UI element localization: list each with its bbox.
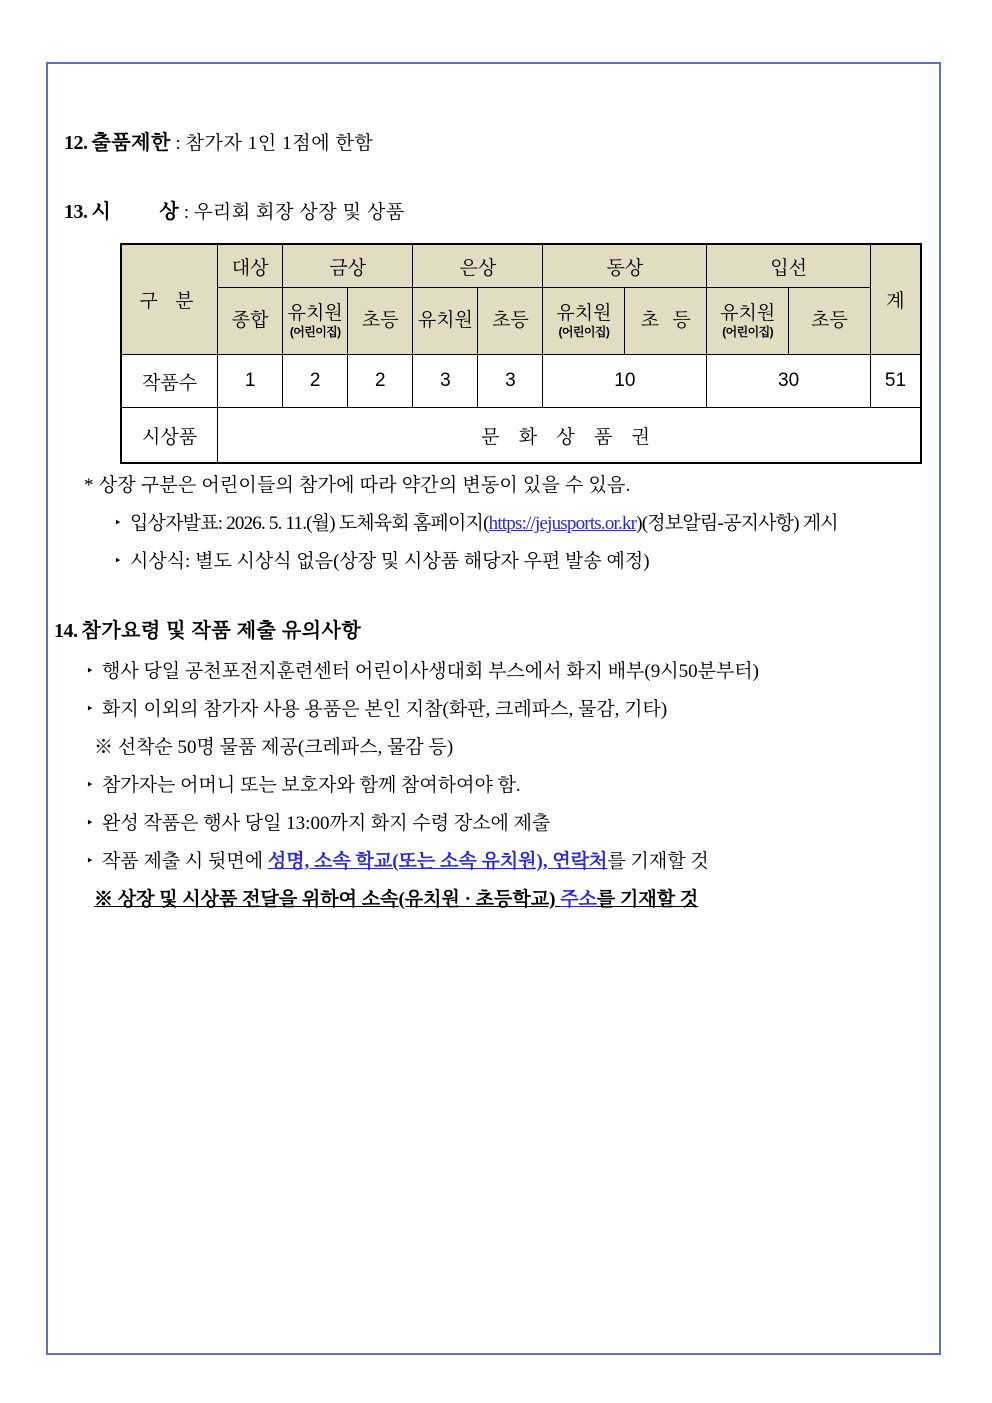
table-subheader-4-main: 초등 (492, 310, 529, 331)
bullet-marker-icon: ‣ (86, 853, 94, 868)
bullet-marker-icon: ‣ (86, 701, 94, 716)
section-14-number: 14. (54, 620, 78, 642)
table-cell-count-dongsang: 10 (543, 355, 707, 408)
table-subheader-8 (789, 288, 871, 355)
section-14-bullet-3 (86, 770, 521, 797)
award-table-container (120, 243, 922, 464)
table-row-count (121, 355, 921, 408)
table-header-group-ipseon: 입선 (707, 244, 871, 288)
bullet-marker-icon: ‣ (86, 815, 94, 830)
section-12-number: 12. (64, 132, 88, 154)
bullet-marker-icon: ‣ (114, 553, 122, 568)
section-13-content: 우리회 회장 상장 및 상품 (193, 202, 405, 223)
table-header-gubun: 구 분 (121, 244, 218, 355)
note-winner-announcement-pre: 입상자발표: 2026. 5. 11.(월) 도체육회 홈페이지( (130, 513, 489, 534)
table-subheader-2 (348, 288, 413, 355)
table-subheader-7-main: 유치원 (720, 302, 776, 324)
table-subheader-0 (218, 288, 283, 355)
table-subheader-5-note: (어린이집) (558, 324, 610, 339)
table-subheader-5-main: 유치원 (556, 302, 612, 324)
section-13-title-a: 시 (91, 201, 112, 223)
table-subheader-5 (543, 288, 625, 355)
table-subheader-1 (283, 288, 348, 355)
section-13-colon: : (179, 202, 194, 223)
table-header-group-geumsang: 금상 (283, 244, 413, 288)
section-14-subnote-2-pre: ※ 상장 및 시상품 전달을 위하여 소속(유치원 · 초등학교) (94, 889, 561, 910)
section-14-heading (54, 614, 361, 643)
section-14-bullet-5-post: 를 기재할 것 (607, 851, 709, 872)
section-12-heading (64, 126, 373, 155)
table-subheader-2-main: 초등 (361, 310, 399, 331)
section-14-subnote-2 (94, 884, 698, 911)
table-subheader-0-main: 종합 (231, 310, 269, 331)
table-header-group-eunsang: 은상 (413, 244, 543, 288)
document-page (46, 62, 941, 1355)
section-12-title: 출품제한 (91, 132, 171, 154)
bullet-marker-icon: ‣ (86, 663, 94, 678)
table-cell-count-ipseon: 30 (707, 355, 871, 408)
table-subheader-8-main: 초등 (811, 310, 848, 331)
table-cell-prize-value: 문 화 상 품 권 (218, 408, 921, 464)
table-cell-count-geumsang-yuchiwon: 2 (283, 355, 348, 408)
section-12-colon: : (170, 133, 186, 154)
table-header-sub-row (121, 288, 921, 355)
section-14-subnote-1-text: ※ 선착순 50명 물품 제공(크레파스, 물감 등) (94, 737, 454, 758)
section-13-number: 13. (64, 201, 88, 223)
section-14-bullet-1 (86, 656, 759, 683)
section-14-bullet-3-text: 참가자는 어머니 또는 보호자와 함께 참여하여야 함. (102, 775, 521, 796)
section-14-bullet-2 (86, 694, 667, 721)
table-subheader-6-main: 초 등 (640, 310, 695, 331)
table-cell-count-eunsang-yuchiwon: 3 (413, 355, 478, 408)
section-14-bullet-5-emphasis: 성명, 소속 학교(또는 소속 유치원), 연락처 (267, 851, 608, 872)
section-14-bullet-1-text: 행사 당일 공천포전지훈련센터 어린이사생대회 부스에서 화지 배부(9시50분부터) (102, 661, 759, 682)
bullet-marker-icon: ‣ (114, 515, 121, 530)
note-ceremony-text: 시상식: 별도 시상식 없음(상장 및 시상품 해당자 우편 발송 예정) (130, 551, 650, 572)
section-14-bullet-4-text: 완성 작품은 행사 당일 13:00까지 화지 수령 장소에 제출 (102, 813, 551, 834)
section-14-bullet-4 (86, 808, 550, 835)
table-subheader-6 (625, 288, 707, 355)
table-cell-count-geumsang-chodeung: 2 (348, 355, 413, 408)
table-header-group-row (121, 244, 921, 288)
note-ceremony (114, 546, 650, 573)
table-header-group-dongsang: 동상 (543, 244, 707, 288)
table-header-group-daesang: 대상 (218, 244, 283, 288)
section-13-heading (64, 195, 405, 224)
table-cell-count-total: 51 (870, 355, 921, 408)
table-subheader-3-main: 유치원 (417, 310, 473, 331)
section-14-bullet-5-pre: 작품 제출 시 뒷면에 (102, 851, 268, 872)
section-14-bullet-5 (86, 846, 709, 873)
table-subheader-7-note: (어린이집) (722, 324, 774, 339)
note-winner-announcement-post: )(정보알림-공지사항) 게시 (636, 513, 838, 534)
note-winner-announcement (114, 508, 838, 535)
table-subheader-7 (707, 288, 789, 355)
table-cell-count-eunsang-chodeung: 3 (478, 355, 543, 408)
section-14-subnote-2-emphasis: 주소 (560, 889, 597, 910)
table-subheader-4 (478, 288, 543, 355)
note-asterisk: * 상장 구분은 어린이들의 참가에 따라 약간의 변동이 있을 수 있음. (84, 475, 631, 496)
table-row-count-label: 작품수 (121, 355, 218, 408)
jejusports-link[interactable]: https://jejusports.or.kr (488, 513, 637, 534)
section-14-subnote-2-post: 를 기재할 것 (596, 889, 699, 910)
award-table (120, 243, 922, 464)
table-subheader-1-note: (어린이집) (289, 324, 341, 339)
section-14-subnote-1 (94, 732, 453, 759)
section-14-title: 참가요령 및 작품 제출 유의사항 (81, 620, 362, 642)
table-cell-count-daesang-jonghap: 1 (218, 355, 283, 408)
section-12-content: 참가자 1인 1점에 한함 (185, 133, 374, 154)
table-subheader-1-main: 유치원 (287, 302, 343, 324)
bullet-marker-icon: ‣ (86, 777, 94, 792)
table-header-total: 계 (870, 244, 921, 355)
section-13-title-b: 상 (159, 201, 180, 223)
table-subheader-3 (413, 288, 478, 355)
table-row-prize (121, 408, 921, 464)
table-row-prize-label: 시상품 (121, 408, 218, 464)
section-14-bullet-2-text: 화지 이외의 참가자 사용 용품은 본인 지참(화판, 크레파스, 물감, 기타) (102, 699, 668, 720)
